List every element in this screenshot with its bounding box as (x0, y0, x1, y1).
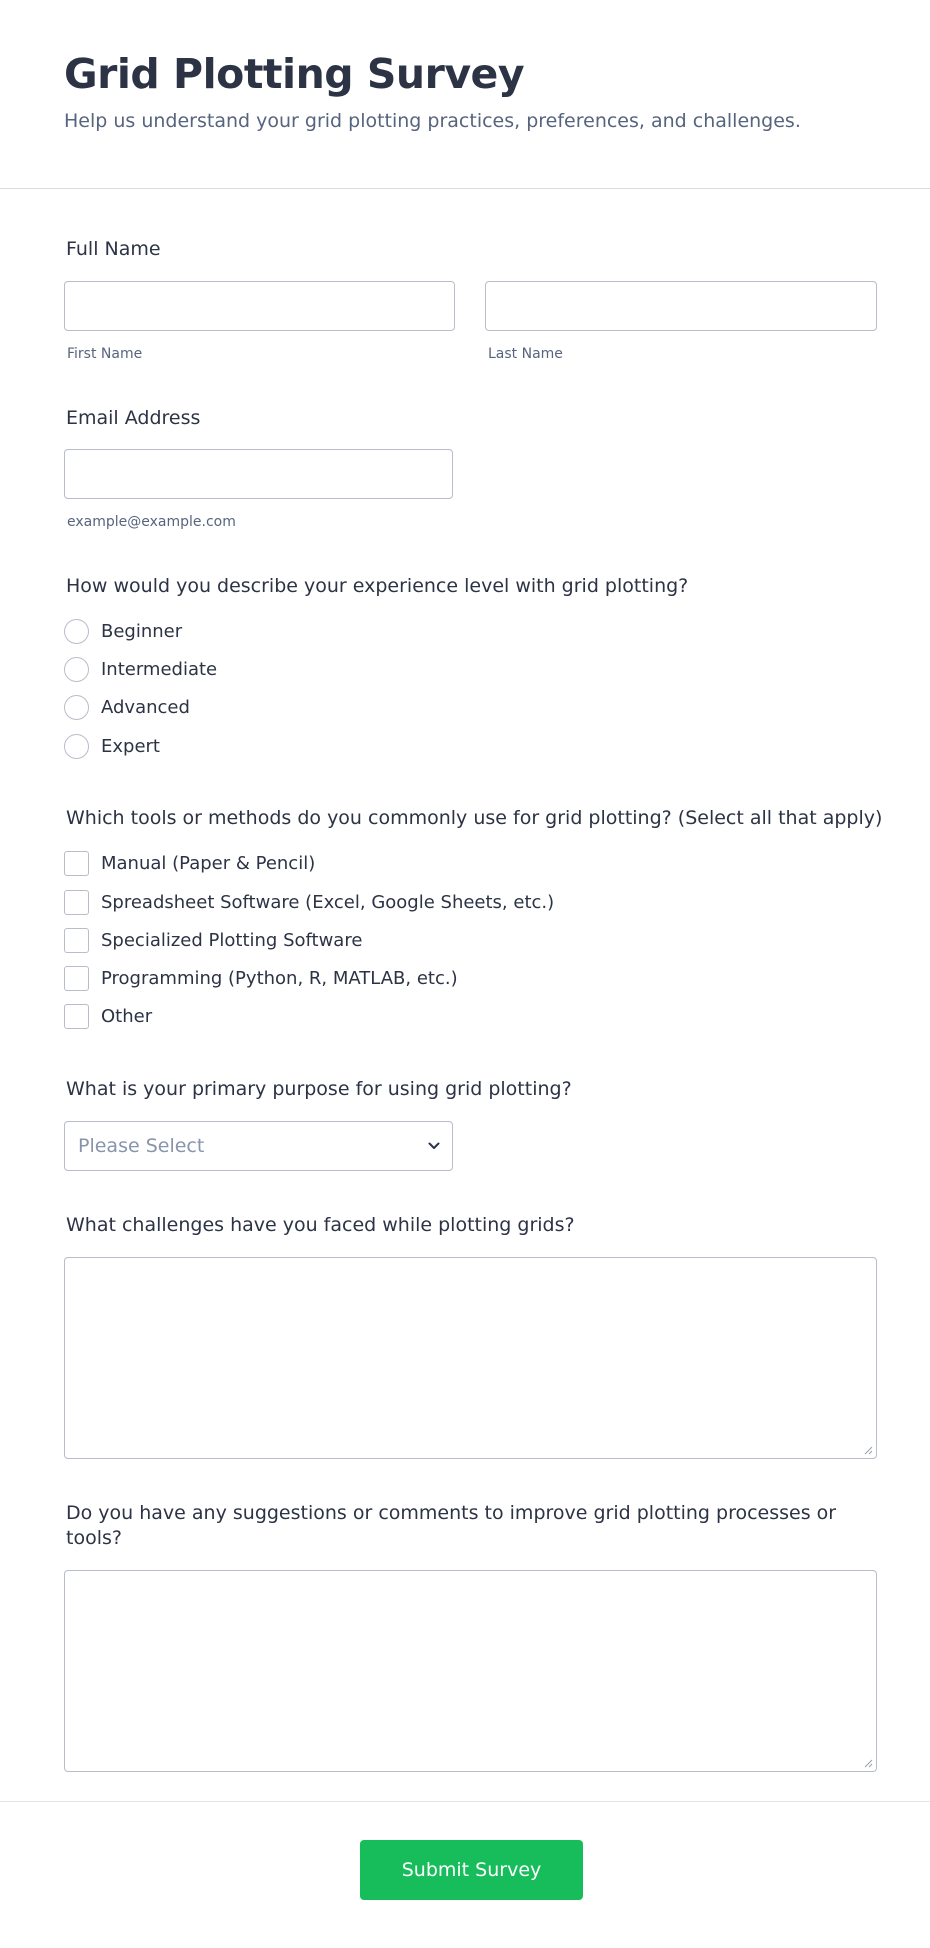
suggestions-question-line1: Do you have any suggestions or comments to improve grid plotting processes or (66, 1502, 837, 1524)
checkbox[interactable] (64, 928, 89, 953)
suggestions-question-line2: tools? (66, 1527, 122, 1549)
footer-divider (0, 1801, 930, 1802)
full-name-label: Full Name (66, 238, 161, 260)
checkbox-option-spreadsheet[interactable] (64, 888, 554, 916)
chevron-down-icon (425, 1137, 443, 1155)
radio-option-label: Beginner (101, 620, 183, 642)
suggestions-textarea[interactable] (64, 1570, 877, 1772)
challenges-question: What challenges have you faced while plotting grids? (66, 1214, 575, 1236)
purpose-question: What is your primary purpose for using grid plotting? (66, 1078, 572, 1100)
radio-option-label: Intermediate (101, 658, 218, 680)
checkbox-option-programming[interactable] (64, 964, 458, 992)
checkbox-option-manual[interactable] (64, 849, 315, 877)
tools-question: Which tools or methods do you commonly use for grid plotting? (Select all that apply) (66, 807, 883, 829)
checkbox[interactable] (64, 966, 89, 991)
radio-option-label: Expert (101, 735, 160, 757)
last-name-sublabel: Last Name (488, 346, 563, 362)
challenges-textarea[interactable] (64, 1257, 877, 1459)
submit-survey-button[interactable]: Submit Survey (360, 1840, 583, 1900)
checkbox[interactable] (64, 890, 89, 915)
experience-question: How would you describe your experience level with grid plotting? (66, 575, 689, 597)
select-placeholder: Please Select (78, 1135, 205, 1157)
checkbox-option-label: Spreadsheet Software (Excel, Google Sheets, etc.) (101, 891, 555, 913)
radio-button[interactable] (64, 619, 89, 644)
page-title: Grid Plotting Survey (64, 50, 525, 98)
checkbox-option-specialized[interactable] (64, 926, 362, 954)
email-sublabel: example@example.com (67, 514, 236, 530)
first-name-input[interactable] (64, 281, 455, 331)
radio-button[interactable] (64, 734, 89, 759)
resize-grip-icon[interactable] (863, 1445, 873, 1455)
radio-option-advanced[interactable] (64, 693, 190, 721)
first-name-sublabel: First Name (67, 346, 143, 362)
resize-grip-icon[interactable] (863, 1758, 873, 1768)
last-name-input[interactable] (485, 281, 877, 331)
page-subtitle: Help us understand your grid plotting practices, preferences, and challenges. (64, 110, 801, 132)
form-header (0, 0, 930, 189)
checkbox[interactable] (64, 1004, 89, 1029)
checkbox-option-label: Other (101, 1005, 153, 1027)
radio-button[interactable] (64, 657, 89, 682)
radio-option-expert[interactable] (64, 732, 160, 760)
email-input[interactable] (64, 449, 453, 499)
purpose-select[interactable] (64, 1121, 453, 1171)
radio-option-beginner[interactable] (64, 617, 182, 645)
checkbox[interactable] (64, 851, 89, 876)
checkbox-option-label: Specialized Plotting Software (101, 929, 363, 951)
radio-option-intermediate[interactable] (64, 655, 217, 683)
email-label: Email Address (66, 407, 201, 429)
checkbox-option-label: Programming (Python, R, MATLAB, etc.) (101, 967, 458, 989)
checkbox-option-other[interactable] (64, 1002, 152, 1030)
checkbox-option-label: Manual (Paper & Pencil) (101, 852, 316, 874)
radio-button[interactable] (64, 695, 89, 720)
radio-option-label: Advanced (101, 696, 190, 718)
